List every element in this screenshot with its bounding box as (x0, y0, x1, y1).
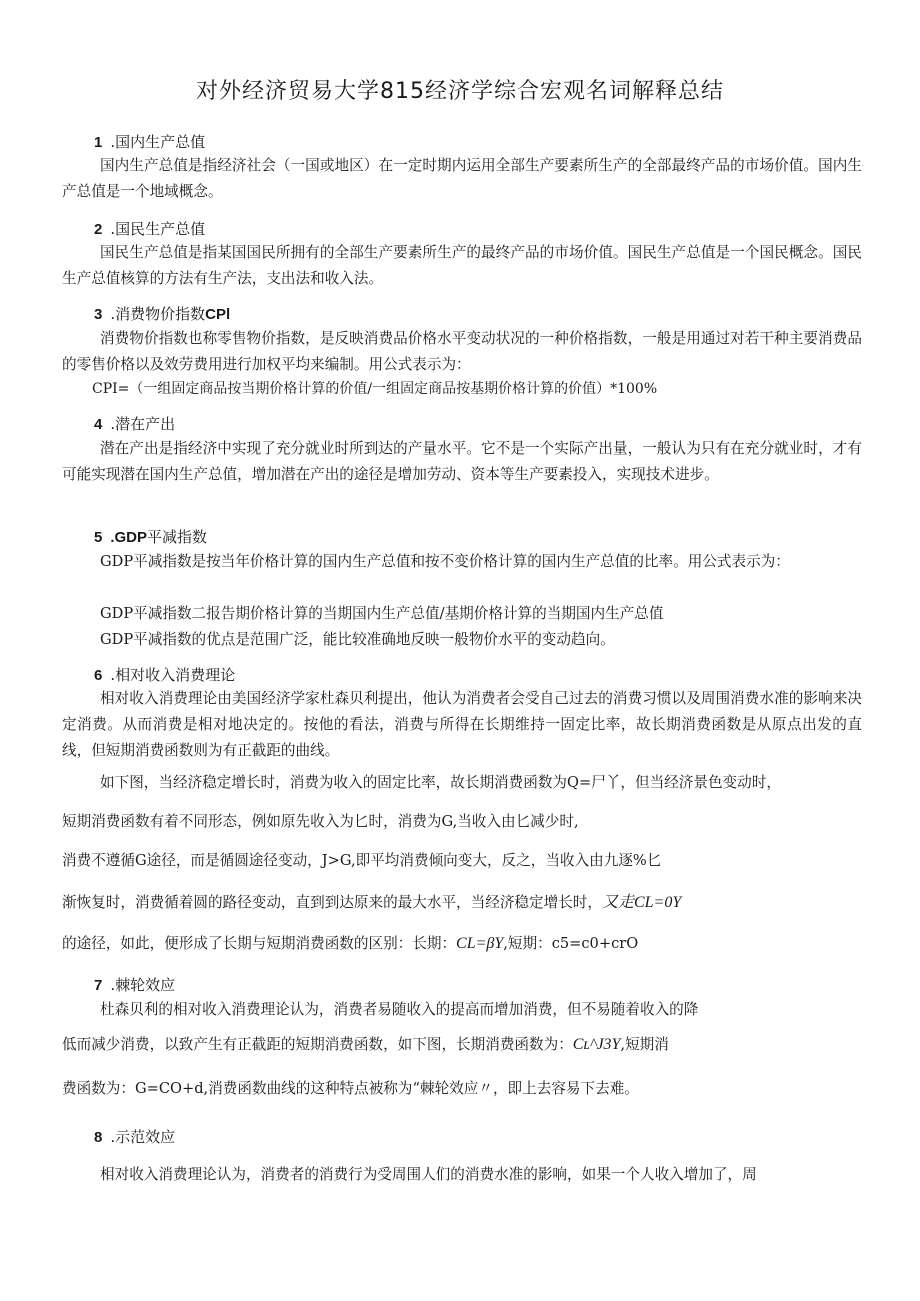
section-heading-4: 4 .潜在产出 (94, 415, 176, 433)
section-heading-6: 6 .相对收入消费理论 (94, 666, 236, 684)
long-run-formula: 又走CL=0Y (601, 894, 682, 911)
section-heading-7: 7 .棘轮效应 (94, 976, 176, 994)
section-heading-1: 1 .国内生产总值 (94, 133, 206, 151)
section-6-line-4: 渐恢复时，消费循着圆的路径变动，直到到达原来的最大水平，当经济稳定增长时，又走CL=0Y (62, 894, 682, 911)
section-body-4: 潜在产出是指经济中实现了充分就业时所到达的产量水平。它不是一个实际产出量，一般认为只有在充分就业时，才有可能实现潜在国内生产总值，增加潜在产出的途径是增加劳动、资本等生产要素投入，实现技术进步。 (62, 440, 862, 483)
section-6-line-5: 的途径，如此，便形成了长期与短期消费函数的区别：长期：CL=βY,短期：c5=c0+crO (62, 935, 639, 952)
section-7-line-2: 低而减少消费，以致产生有正截距的短期消费函数，如下图，长期消费函数为：Cʟ^J3Y,短期消 (62, 1036, 669, 1053)
section-heading-5: 5 .GDP平减指数 (94, 528, 208, 546)
section-6-line-2: 短期消费函数有着不同形态，例如原先收入为匕时，消费为G,当收入由匕减少时, (62, 813, 579, 830)
section-heading-8: 8 .示范效应 (94, 1128, 176, 1146)
gdp-deflator-formula: GDP平减指数二报告期价格计算的当期国内生产总值/基期价格计算的当期国内生产总值 (100, 605, 664, 622)
section-heading-3: 3 .消费物价指数CPl (94, 305, 231, 323)
section-heading-2: 2 .国民生产总值 (94, 220, 206, 238)
section-body-2: 国民生产总值是指某国国民所拥有的全部生产要素所生产的最终产品的市场价值。国民生产总值是一个国民概念。国民生产总值核算的方法有生产法，支出法和收入法。 (62, 244, 862, 287)
section-7-line-1: 杜森贝利的相对收入消费理论认为，消费者易随收入的提高而增加消费，但不易随着收入的降 (100, 1001, 699, 1018)
section-6-line-3: 消费不遵循G途径，而是循圆途径变动，J>G,即平均消费倾向变大，反之，当收入由九逐%匕 (62, 852, 662, 869)
ratchet-long-run-formula: Cʟ^J3Y (572, 1036, 621, 1053)
section-6-line-1: 如下图，当经济稳定增长时，消费为收入的固定比率，故长期消费函数为Q=尸丫，但当经济景色变动时， (100, 774, 781, 791)
page-title: 对外经济贸易大学815经济学综合宏观名词解释总结 (196, 79, 724, 104)
section-body-1: 国内生产总值是指经济社会（一国或地区）在一定时期内运用全部生产要素所生产的全部最终产品的市场价值。国内生产总值是一个地域概念。 (62, 157, 862, 200)
section-body-5: GDP平减指数是按当年价格计算的国内生产总值和按不变价格计算的国内生产总值的比率。用公式表示为： (100, 553, 790, 570)
section-body-3: 消费物价指数也称零售物价指数，是反映消费品价格水平变动状况的一种价格指数，一般是用通过对若干种主要消费品的零售价格以及效劳费用进行加权平均来编制。用公式表示为： (62, 330, 862, 373)
cpi-formula: CPI=（一组固定商品按当期价格计算的价值/一组固定商品按基期价格计算的价值）*100% (92, 381, 658, 397)
gdp-deflator-note: GDP平减指数的优点是范围广泛，能比较准确地反映一般物价水平的变动趋向。 (100, 631, 615, 648)
section-7-line-3: 费函数为：G=CO+d,消费函数曲线的这种特点被称为“棘轮效应〃，即上去容易下去难。 (62, 1080, 639, 1097)
long-run-function: CL=βY (456, 935, 504, 952)
section-8-line-1: 相对收入消费理论认为，消费者的消费行为受周围人们的消费水准的影响，如果一个人收入增加了，周 (100, 1166, 757, 1183)
section-body-6: 相对收入消费理论由美国经济学家杜森贝利提出，他认为消费者会受自己过去的消费习惯以及周围消费水准的影响来决定消费。从而消费是相对地决定的。按他的看法，消费与所得在长期维持一固定比率，故长期消费函数是从原点出发的直线，但短期消费函数则为有正截距的曲线。 (62, 690, 862, 759)
